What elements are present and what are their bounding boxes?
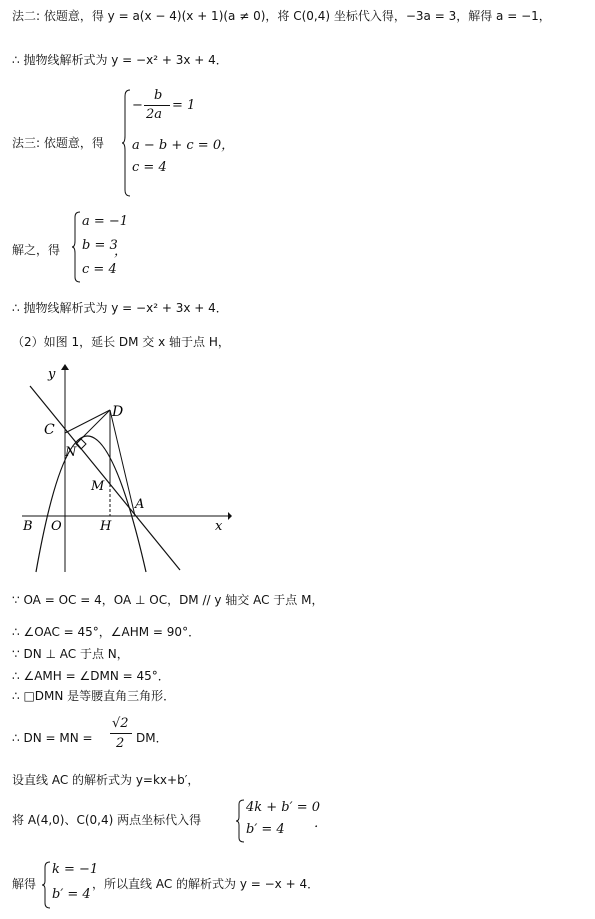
substitute-system: [236, 798, 336, 844]
dn-mn-prefix: ∴ DN = MN =: [12, 731, 93, 745]
label-d: D: [112, 404, 124, 420]
y-axis-arrow-icon: [61, 364, 69, 370]
fraction-bar: [144, 105, 170, 106]
parabola-curve: [36, 436, 146, 572]
substitute-period: ．: [314, 816, 328, 831]
given-oa-oc: ∵ OA = OC = 4，OA ⊥ OC，DM // y 轴交 AC 于点 M，: [12, 593, 324, 607]
line-ac-result: ，所以直线 AC 的解析式为 y = −x + 4．: [92, 877, 320, 891]
label-h: H: [100, 519, 112, 534]
solve-prefix: 解之，得: [12, 243, 61, 257]
label-b: B: [23, 519, 33, 534]
system-row-2: a − b + c = 0，: [132, 138, 235, 153]
left-brace-icon: [42, 860, 52, 910]
label-x: x: [215, 519, 223, 534]
angle-oac: ∴ ∠OAC = 45°，∠AHM = 90°．: [12, 625, 201, 639]
dn-mn-suffix: DM．: [136, 731, 168, 745]
substitute-prefix: 将 A(4,0)、C(0,4) 两点坐标代入得: [12, 813, 202, 827]
method-two-line: 法二: 依题意，得 y = a(x − 4)(x + 1)(a ≠ 0)，将 C(0,4) 坐标代入得，−3a = 3，解得 a = −1，: [12, 9, 551, 23]
solve-k-row-2: b′ = 4: [52, 887, 91, 902]
method-three-prefix: 法三: 依题意，得: [12, 136, 104, 150]
label-o: O: [51, 519, 62, 534]
fraction-denominator-2: 2: [116, 736, 125, 751]
substitute-row-1: 4k + b′ = 0: [246, 800, 321, 815]
x-axis-arrow-icon: [228, 512, 232, 520]
label-a: A: [135, 497, 145, 512]
label-c: C: [44, 422, 55, 438]
parabola-result-line-1: ∴ 抛物线解析式为 y = −x² + 3x + 4．: [12, 53, 228, 67]
isosceles-right-triangle: ∴ □DMN 是等腰直角三角形．: [12, 689, 176, 703]
solution-b: b = 3: [82, 238, 118, 253]
solution-system: [72, 210, 172, 284]
label-y: y: [48, 367, 56, 382]
fraction-denominator-2a: 2a: [146, 107, 163, 122]
figure-1: [18, 362, 233, 574]
angle-amh: ∴ ∠AMH = ∠DMN = 45°．: [12, 669, 170, 683]
label-n: N: [65, 445, 77, 460]
segment-cd: [65, 410, 110, 433]
solve-k-prefix: 解得: [12, 877, 37, 891]
fraction-bar: [110, 733, 132, 734]
line-ac: [30, 386, 180, 570]
fraction-numerator-b: b: [154, 88, 163, 103]
left-brace-icon: [72, 210, 82, 284]
solution-a: a = −1: [82, 214, 129, 229]
dn-perp-ac: ∵ DN ⊥ AC 于点 N，: [12, 647, 129, 661]
set-line-ac: 设直线 AC 的解析式为 y=kx+b′，: [12, 773, 200, 787]
solution-c: c = 4: [82, 262, 117, 277]
substitute-row-2: b′ = 4: [246, 822, 285, 837]
solution-comma: ，: [114, 244, 128, 259]
solve-k-row-1: k = −1: [52, 862, 99, 877]
label-m: M: [91, 479, 105, 494]
sqrt2-numerator: √2: [112, 716, 129, 731]
method-three-system: [122, 88, 242, 198]
left-brace-icon: [236, 798, 246, 844]
system-row-1-rhs: = 1: [172, 98, 196, 113]
part-two-intro: （2）如图 1，延长 DM 交 x 轴于点 H，: [12, 335, 230, 349]
parabola-result-line-2: ∴ 抛物线解析式为 y = −x² + 3x + 4．: [12, 301, 228, 315]
system-row-1-minus: −: [132, 98, 143, 113]
left-brace-icon: [122, 88, 132, 198]
system-row-3: c = 4: [132, 160, 167, 175]
